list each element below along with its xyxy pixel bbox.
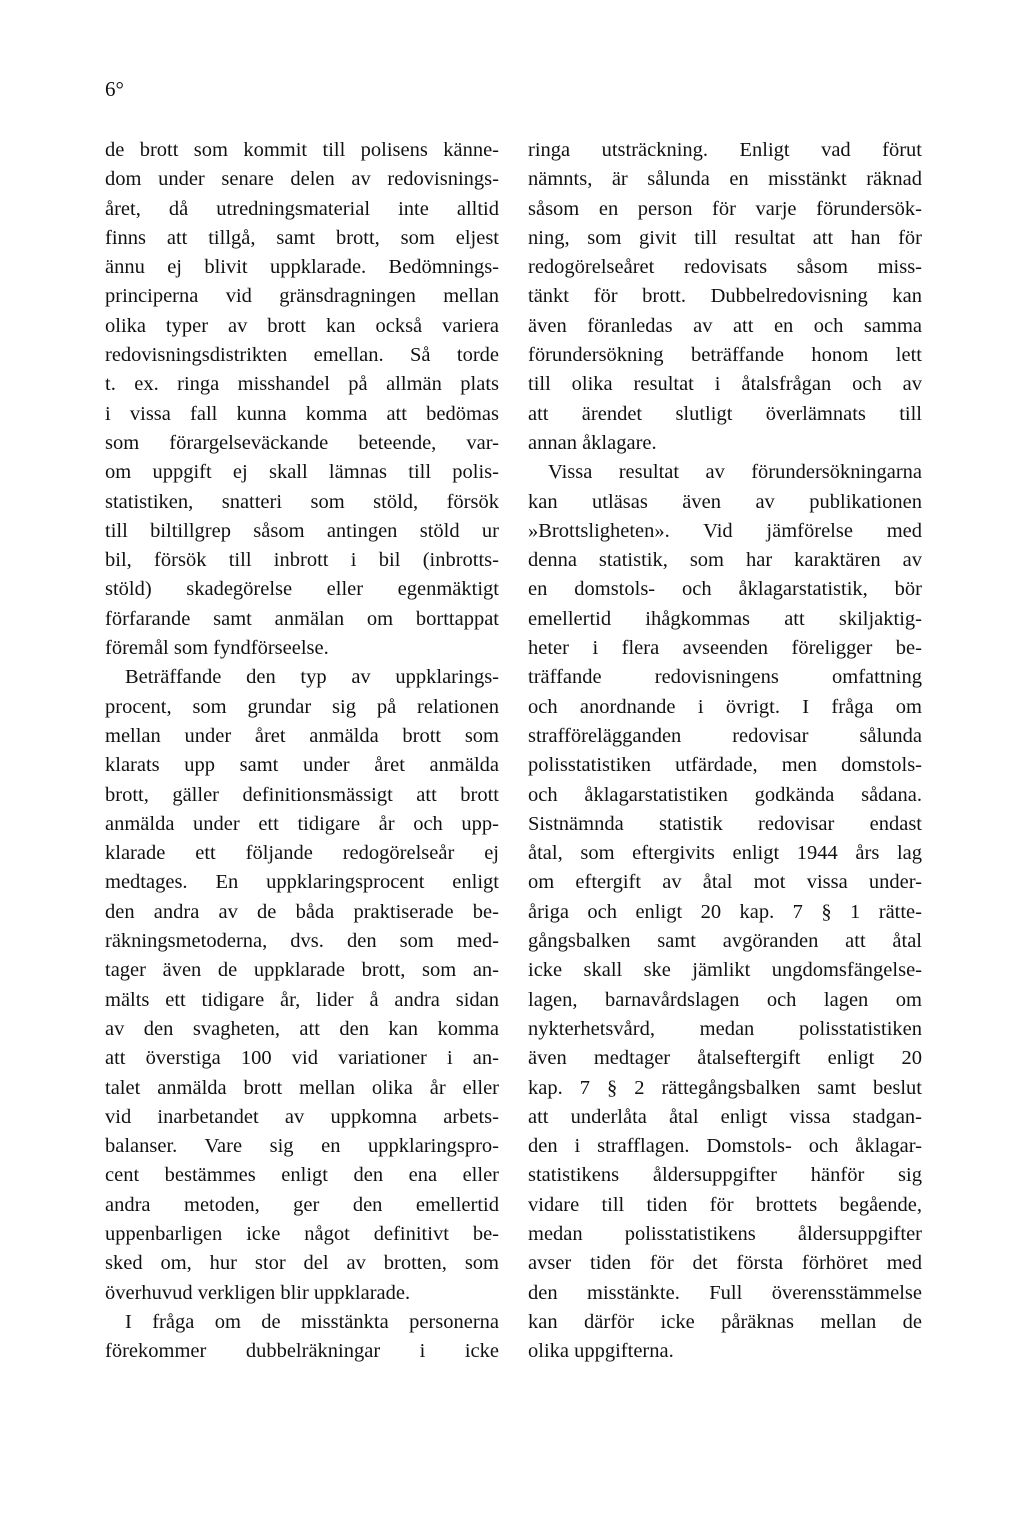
text-line: vid inarbetandet av uppkomna arbets-: [105, 1105, 499, 1128]
text-line: överhuvud verkligen blir uppklarade.: [105, 1281, 411, 1304]
text-line: vidare till tiden för brottets begående,: [528, 1193, 922, 1216]
text-line: förundersökning beträffande honom lett: [528, 344, 922, 367]
text-line: annan åklagare.: [528, 431, 657, 454]
text-line: balanser. Vare sig en uppklaringspro-: [105, 1135, 499, 1158]
text-line: medtages. En uppklaringsprocent enligt: [105, 871, 499, 894]
text-line: att underlåta åtal enligt vissa stadgan-: [528, 1105, 922, 1128]
text-line: polisstatistiken utfärdade, men domstols-: [528, 754, 922, 777]
text-line: till biltillgrep såsom antingen stöld ur: [105, 519, 499, 542]
text-line: träffande redovisningens omfattning: [528, 666, 922, 689]
text-line: att ärendet slutligt överlämnats till: [528, 402, 922, 425]
text-line: lagen, barnavårdslagen och lagen om: [528, 988, 922, 1011]
text-line: den i strafflagen. Domstols- och åklagar-: [528, 1135, 922, 1158]
text-line: de brott som kommit till polisens känne-: [105, 139, 499, 161]
text-line: och anordnande i övrigt. I fråga om: [528, 695, 922, 718]
text-line: strafförelägganden redovisar sålunda: [528, 724, 922, 747]
text-line: till olika resultat i åtalsfrågan och av: [528, 373, 922, 396]
text-line: förekommer dubbelräkningar i icke: [105, 1340, 499, 1363]
text-line: anmälda under ett tidigare år och upp-: [105, 812, 499, 835]
text-line: brott, gäller definitionsmässigt att brott: [105, 783, 499, 806]
text-line: såsom en person för varje förundersök-: [528, 197, 922, 220]
text-line: Beträffande den typ av uppklarings-: [125, 666, 499, 689]
text-line: i vissa fall kunna komma att bedömas: [105, 402, 499, 425]
text-line: statistiken, snatteri som stöld, försök: [105, 490, 499, 513]
page-number: 6°: [105, 77, 124, 101]
text-line: kan därför icke påräknas mellan de: [528, 1310, 922, 1333]
text-column-right: [528, 136, 922, 1366]
text-line: klarade ett följande redogörelseår ej: [105, 842, 499, 865]
text-line: t. ex. ringa misshandel på allmän plats: [105, 373, 499, 396]
text-line: kap. 7 § 2 rättegångsbalken samt beslut: [528, 1076, 922, 1099]
text-line: I fråga om de misstänkta personerna: [125, 1310, 499, 1333]
text-line: även föranledas av att en och samma: [528, 314, 922, 337]
text-line: »Brottsligheten». Vid jämförelse med: [528, 519, 922, 542]
text-line: Sistnämnda statistik redovisar endast: [528, 812, 922, 835]
text-line: icke skall ske jämlikt ungdomsfängelse-: [528, 959, 922, 982]
text-line: ning, som givit till resultat att han för: [528, 226, 922, 249]
text-line: dom under senare delen av redovisnings-: [105, 168, 499, 191]
text-line: som förargelseväckande beteende, var-: [105, 431, 499, 454]
text-line: kan utläsas även av publikationen: [528, 490, 922, 513]
text-line: mälts ett tidigare år, lider å andra sidan: [105, 988, 499, 1011]
text-line: året, då utredningsmaterial inte alltid: [105, 197, 499, 220]
text-line: klarats upp samt under året anmälda: [105, 754, 499, 777]
text-line: uppenbarligen icke något definitivt be-: [105, 1222, 499, 1245]
text-line: tager även de uppklarade brott, som an-: [105, 959, 499, 982]
text-line: principerna vid gränsdragningen mellan: [105, 285, 499, 308]
text-line: statistikens åldersuppgifter hänför sig: [528, 1164, 922, 1187]
text-line: emellertid ihågkommas att skiljaktig-: [528, 607, 922, 630]
text-line: förfarande samt anmälan om borttappat: [105, 607, 499, 630]
text-line: om eftergift av åtal mot vissa under-: [528, 871, 922, 894]
text-line: räkningsmetoderna, dvs. den som med-: [105, 930, 499, 953]
text-line: finns att tillgå, samt brott, som eljest: [105, 226, 499, 249]
text-line: ännu ej blivit uppklarade. Bedömnings-: [105, 256, 499, 279]
text-line: nykterhetsvård, medan polisstatistiken: [528, 1017, 922, 1040]
text-line: att överstiga 100 vid variationer i an-: [105, 1047, 499, 1070]
text-line: sked om, hur stor del av brotten, som: [105, 1252, 499, 1275]
text-line: om uppgift ej skall lämnas till polis-: [105, 461, 499, 484]
text-line: stöld) skadegörelse eller egenmäktigt: [105, 578, 499, 601]
text-line: av den svagheten, att den kan komma: [105, 1017, 499, 1040]
text-line: gångsbalken samt avgöranden att åtal: [528, 930, 922, 953]
text-line: denna statistik, som har karaktären av: [528, 549, 922, 572]
text-line: redogörelseåret redovisats såsom miss-: [528, 256, 922, 279]
text-line: redovisningsdistrikten emellan. Så torde: [105, 344, 499, 367]
text-line: åriga och enligt 20 kap. 7 § 1 rätte-: [528, 900, 922, 923]
text-line: bil, försök till inbrott i bil (inbrotts-: [105, 549, 499, 572]
text-line: och åklagarstatistiken godkända sådana.: [528, 783, 922, 806]
text-line: ringa utsträckning. Enligt vad förut: [528, 139, 922, 161]
text-line: den andra av de båda praktiserade be-: [105, 900, 499, 923]
text-line: olika uppgifterna.: [528, 1340, 674, 1363]
text-line: mellan under året anmälda brott som: [105, 724, 499, 747]
text-line: föremål som fyndförseelse.: [105, 637, 329, 660]
text-line: medan polisstatistikens åldersuppgifter: [528, 1222, 922, 1245]
text-line: den misstänkte. Full överensstämmelse: [528, 1281, 922, 1304]
text-line: tänkt för brott. Dubbelredovisning kan: [528, 285, 922, 308]
text-line: Vissa resultat av förundersökningarna: [548, 461, 922, 484]
text-line: cent bestämmes enligt den ena eller: [105, 1164, 499, 1187]
text-column-left: [105, 136, 499, 1366]
text-line: åtal, som eftergivits enligt 1944 års lag: [528, 842, 922, 865]
text-line: andra metoden, ger den emellertid: [105, 1193, 499, 1216]
text-line: olika typer av brott kan också variera: [105, 314, 499, 337]
text-line: nämnts, är sålunda en misstänkt räknad: [528, 168, 922, 191]
text-line: avser tiden för det första förhöret med: [528, 1252, 922, 1275]
text-line: talet anmälda brott mellan olika år eller: [105, 1076, 499, 1099]
text-line: även medtager åtalseftergift enligt 20: [528, 1047, 922, 1070]
text-line: heter i flera avseenden föreligger be-: [528, 637, 922, 660]
text-line: en domstols- och åklagarstatistik, bör: [528, 578, 922, 601]
text-line: procent, som grundar sig på relationen: [105, 695, 499, 718]
